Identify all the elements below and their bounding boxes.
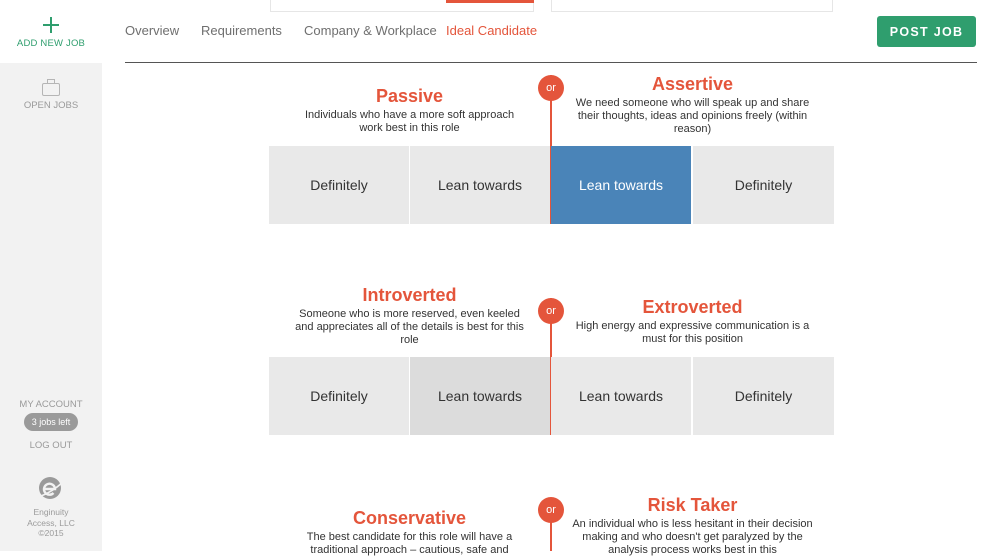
enginuity-logo-icon: [38, 476, 64, 500]
tab-company-workplace[interactable]: Company & Workplace: [304, 23, 437, 38]
trait-title: Introverted: [362, 285, 457, 305]
add-new-job-button[interactable]: [0, 0, 102, 63]
trait-description: An individual who is less hesitant in their decision making and who doesn't get paralyzed by the analysis process works best in this: [572, 518, 813, 556]
my-account-link[interactable]: MY ACCOUNT: [19, 399, 83, 410]
sidebar: [0, 0, 102, 551]
header-divider: [125, 62, 977, 63]
trait-title: Extroverted: [642, 297, 743, 317]
or-badge: or: [538, 497, 564, 523]
post-job-button[interactable]: POST JOB: [877, 16, 976, 47]
preference-scale: [269, 146, 834, 224]
trait-description: The best candidate for this role will have a traditional approach – cautious, safe and: [306, 531, 513, 556]
option-definitely-left[interactable]: Definitely: [269, 357, 409, 435]
trait-extroverted: [575, 296, 810, 346]
company-line-1: Enginuity: [33, 507, 69, 517]
trait-description: Someone who is more reserved, even keeled and appreciates all of the details is best for this role: [295, 308, 524, 346]
briefcase-icon: [42, 83, 60, 96]
company-copyright: [0, 507, 102, 539]
trait-title: Assertive: [651, 74, 734, 94]
option-definitely-right[interactable]: Definitely: [693, 357, 834, 435]
company-line-2: Access, LLC: [27, 517, 75, 528]
or-badge: or: [538, 75, 564, 101]
trait-title: Passive: [375, 86, 444, 106]
option-lean-left[interactable]: Lean towards: [410, 146, 550, 224]
add-new-job-label: ADD NEW JOB: [16, 38, 86, 49]
open-jobs-button[interactable]: [0, 78, 102, 118]
plus-icon: [43, 17, 59, 33]
tab-ideal-candidate[interactable]: Ideal Candidate: [446, 23, 538, 38]
company-line-3: ©2015: [38, 528, 64, 538]
tab-requirements[interactable]: Requirements: [201, 23, 282, 38]
log-out-link[interactable]: LOG OUT: [29, 440, 73, 451]
trait-passive: [299, 85, 520, 135]
trait-introverted: [290, 284, 529, 347]
option-lean-right[interactable]: Lean towards: [551, 357, 691, 435]
active-tab-indicator: [446, 0, 534, 3]
option-lean-left[interactable]: Lean towards: [410, 357, 550, 435]
trait-title: Conservative: [352, 508, 467, 528]
tab-overview[interactable]: Overview: [125, 23, 180, 38]
preference-scale: [269, 357, 834, 435]
trait-risk-taker: [572, 494, 813, 557]
partial-scale-above-right: [551, 0, 833, 12]
trait-description: We need someone who will speak up and share their thoughts, ideas and opinions freely (within reason): [575, 97, 810, 135]
trait-description: High energy and expressive communication is a must for this position: [575, 320, 810, 345]
option-lean-right[interactable]: Lean towards: [551, 146, 691, 224]
trait-title: Risk Taker: [647, 495, 738, 515]
trait-conservative: [296, 507, 523, 557]
option-definitely-left[interactable]: Definitely: [269, 146, 409, 224]
open-jobs-label: OPEN JOBS: [23, 100, 79, 111]
or-badge: or: [538, 298, 564, 324]
option-definitely-right[interactable]: Definitely: [693, 146, 834, 224]
jobs-left-badge: 3 jobs left: [24, 413, 78, 431]
trait-description: Individuals who have a more soft approach work best in this role: [304, 109, 515, 134]
trait-assertive: [572, 73, 813, 136]
